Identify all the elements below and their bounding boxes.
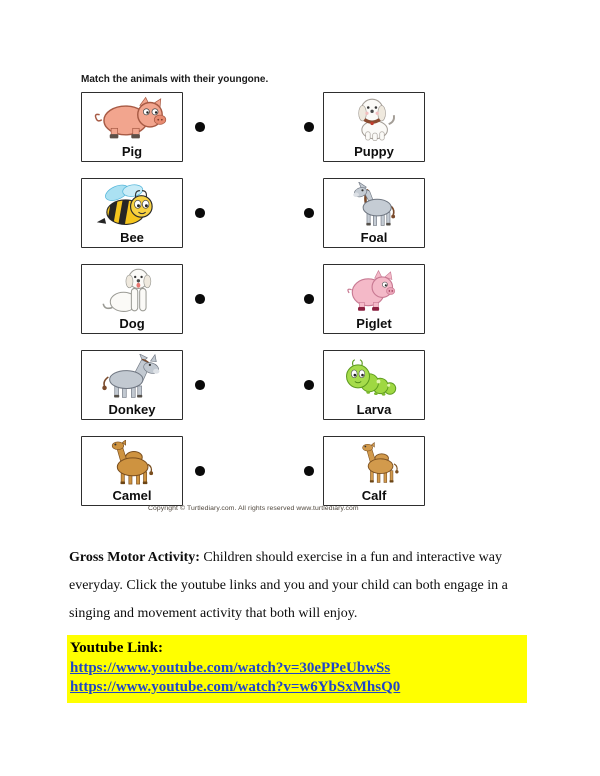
foal-image [324,179,424,231]
pig-image [82,93,182,145]
match-dot-right[interactable] [304,294,314,304]
animal-label: Foal [360,230,388,245]
bee-image [82,179,182,231]
match-dot-left[interactable] [195,466,205,476]
youtube-link-2[interactable]: https://www.youtube.com/watch?v=w6YbSxMhsQ0 [70,679,401,695]
larva-image [324,351,424,403]
match-box-donkey [81,350,183,420]
match-row [81,350,425,420]
puppy-image [324,93,424,145]
match-box-dog [81,264,183,334]
match-box-camel [81,436,183,506]
match-dot-right[interactable] [304,380,314,390]
activity-line-3: singing and movement activity that both will enjoy. [69,606,358,621]
youtube-heading: Youtube Link: [70,640,163,656]
activity-line-1 [69,544,539,572]
match-dot-left[interactable] [195,294,205,304]
match-box-foal [323,178,425,248]
copyright-text: Copyright © Turtlediary.com. All rights reserved www.turtlediary.com [148,505,359,512]
match-dot-right[interactable] [304,466,314,476]
piglet-image [324,265,424,317]
animal-label: Dog [119,316,145,331]
animal-label: Puppy [354,144,394,159]
match-box-larva [323,350,425,420]
animal-label: Piglet [356,316,392,331]
match-row [81,178,425,248]
activity-lead: Gross Motor Activity: [69,550,200,565]
animal-label: Larva [356,402,392,417]
dog-image [82,265,182,317]
match-box-bee [81,178,183,248]
youtube-link-1[interactable]: https://www.youtube.com/watch?v=30ePPeUbwSs [70,659,391,676]
calf-image [324,437,424,489]
worksheet-instruction: Match the animals with their youngone. [81,74,269,85]
camel-image [82,437,182,489]
match-box-piglet [323,264,425,334]
match-box-puppy [323,92,425,162]
animal-label: Bee [120,230,144,245]
animal-label: Calf [361,488,387,503]
match-box-calf [323,436,425,506]
match-row [81,264,425,334]
animal-label: Camel [112,488,152,503]
match-grid [81,92,425,522]
activity-line-2: everyday. Click the youtube links and you and your child can both engage in a [69,578,508,593]
animal-label: Pig [121,144,143,159]
match-dot-left[interactable] [195,122,205,132]
match-row [81,436,425,506]
match-box-pig [81,92,183,162]
youtube-highlight-block [67,635,527,703]
match-dot-left[interactable] [195,380,205,390]
match-row [81,92,425,162]
animal-label: Donkey [108,402,156,417]
donkey-image [82,351,182,403]
match-dot-right[interactable] [304,122,314,132]
activity-paragraph [69,544,539,628]
match-dot-right[interactable] [304,208,314,218]
match-dot-left[interactable] [195,208,205,218]
activity-line-1-rest: Children should exercise in a fun and interactive way [199,550,502,565]
